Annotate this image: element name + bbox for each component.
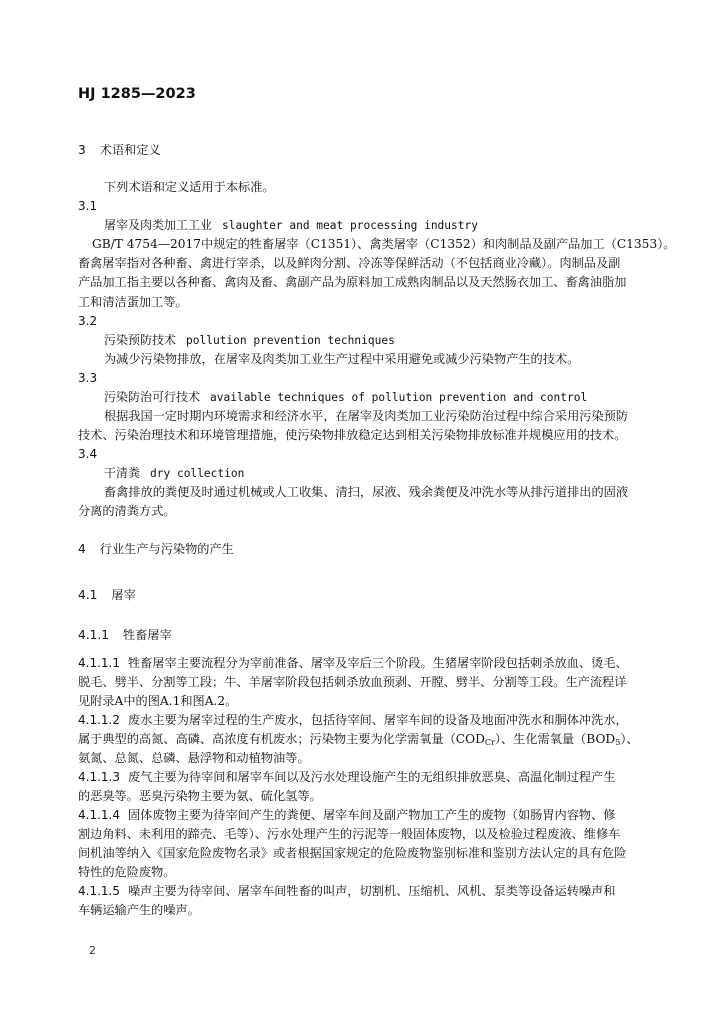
clause-4-1-1-2-line-1: 4.1.1.2 废水主要为屠宰过程的生产废水，包括待宰间、屠宰车间的设备及地面冲洗水和胴体冲洗水， <box>78 713 628 727</box>
clause-4-1-1-4-number: 4.1.1.4 <box>78 808 120 822</box>
term-3-3-zh: 污染防治可行技术 <box>104 390 201 404</box>
clause-4-1-1-1-line-3: 见附录A中的图A.1和图A.2。 <box>78 694 238 708</box>
term-3-4-zh: 干清粪 <box>104 466 141 480</box>
term-3-4-def-line-2: 分离的清粪方式。 <box>78 504 176 518</box>
section-4-heading <box>78 541 678 558</box>
clause-4-1-1-3-number: 4.1.1.3 <box>78 770 120 784</box>
section-4-1-1-title: 牲畜屠宰 <box>123 628 172 642</box>
clause-4-1-1-4-line-2: 割边角料、未利用的蹄壳、毛等）、污水处理产生的污泥等一般固体废物，以及检验过程废液、维修车 <box>78 827 621 841</box>
section-4-title: 行业生产与污染物的产生 <box>99 542 234 556</box>
clause-4-1-1-2-line-3: 氨氮、总氮、总磷、悬浮物和动植物油等。 <box>78 751 310 765</box>
term-3-2-number: 3.2 <box>78 314 98 328</box>
section-4-number: 4 <box>78 542 86 556</box>
term-3-4-heading <box>104 465 704 482</box>
page-number: 2 <box>89 944 96 957</box>
clause-4-1-1-3-line-2: 的恶臭等。恶臭污染物主要为氨、硫化氢等。 <box>78 789 322 803</box>
section-3-number: 3 <box>78 143 86 157</box>
term-3-1-en: slaughter and meat processing industry <box>222 219 478 232</box>
section-3-intro: 下列术语和定义适用于本标准。 <box>104 180 275 194</box>
term-3-2-heading <box>104 332 704 349</box>
clause-4-1-1-5-line-1: 4.1.1.5 噪声主要为待宰间、屠宰车间牲畜的叫声，切割机、压缩机、风机、泵类等设备运转噪声和 <box>78 884 616 898</box>
term-3-1-zh: 屠宰及肉类加工工业 <box>104 218 213 232</box>
clause-4-1-1-1-number: 4.1.1.1 <box>78 656 120 670</box>
term-3-4-number: 3.4 <box>78 447 98 461</box>
term-3-1-def-line-3: 产品加工指主要以各种畜、禽肉及畜、禽副产品为原料加工成熟肉制品以及天然肠衣加工、畜禽油脂加 <box>78 275 627 289</box>
term-3-1-def-line-2: 畜禽屠宰指对各种畜、禽进行宰杀，以及鲜肉分割、冷冻等保鲜活动（不包括商业冷藏）。肉制品及副 <box>78 256 621 270</box>
term-3-1-def-line-1: GB/T 4754—2017中规定的牲畜屠宰（C1351）、禽类屠宰（C1352）和肉制品及副产品加工（C1353）。 <box>92 237 676 251</box>
term-3-4-def-line-1: 畜禽排放的粪便及时通过机械或人工收集、清扫，尿液、残余粪便及冲洗水等从排污道排出的固液 <box>104 485 629 499</box>
cod-subscript: Cr <box>484 738 495 747</box>
clause-4-1-1-4-line-4: 特性的危险废物。 <box>78 865 176 879</box>
section-4-1-1-heading <box>78 627 678 644</box>
clause-4-1-1-2-number: 4.1.1.2 <box>78 713 120 727</box>
term-3-2-def-line-1: 为减少污染物排放，在屠宰及肉类加工业生产过程中采用避免或减少污染物产生的技术。 <box>104 352 580 366</box>
clause-4-1-1-4-line-1: 4.1.1.4 固体废物主要为待宰间产生的粪便、屠宰车间及副产物加工产生的废物（如肠胃内容物、修 <box>78 808 616 822</box>
clause-4-1-1-5-number: 4.1.1.5 <box>78 884 120 898</box>
term-3-1-number: 3.1 <box>78 199 98 213</box>
term-3-3-def-line-2: 技术、污染治理技术和环境管理措施，使污染物排放稳定达到相关污染物排放标准并规模应用的技术。 <box>78 428 627 442</box>
clause-4-1-1-5-line-2: 车辆运输产生的噪声。 <box>78 903 200 917</box>
section-3-title: 术语和定义 <box>99 143 161 157</box>
clause-4-1-1-1-line-2: 脱毛、劈半、分割等工段；牛、羊屠宰阶段包括刺杀放血预剥、开膛、劈半、分割等工段。生产流程详 <box>78 675 627 689</box>
term-3-4-en: dry collection <box>150 467 245 480</box>
term-3-2-en: pollution prevention techniques <box>186 334 395 347</box>
document-code-header: HJ 1285—2023 <box>78 86 196 102</box>
bod-subscript: 5 <box>615 738 621 747</box>
term-3-3-en: available techniques of pollution prevention and control <box>210 391 588 404</box>
clause-4-1-1-3-line-1: 4.1.1.3 废气主要为待宰间和屠宰车间以及污水处理设施产生的无组织排放恶臭、高温化制过程产生 <box>78 770 616 784</box>
term-3-3-heading <box>104 389 704 406</box>
section-4-1-heading <box>78 587 678 604</box>
clause-4-1-1-4-line-3: 间机油等纳入《国家危险废物名录》或者根据国家规定的危险废物鉴别标准和鉴别方法认定的具有危险 <box>78 846 627 860</box>
section-4-1-1-number: 4.1.1 <box>78 628 110 642</box>
section-4-1-number: 4.1 <box>78 588 98 602</box>
term-3-3-number: 3.3 <box>78 371 98 385</box>
section-4-1-title: 屠宰 <box>111 588 136 602</box>
clause-4-1-1-2-line-2: 属于典型的高氮、高磷、高浓度有机废水；污染物主要为化学需氧量$(COD_{Cr})$、生化需氧量$(BOD_5)$、 <box>78 732 639 747</box>
term-3-3-def-line-1: 根据我国一定时期内环境需求和经济水平，在屠宰及肉类加工业污染防治过程中综合采用污染预防 <box>104 409 629 423</box>
term-3-1-heading <box>104 217 704 234</box>
section-3-heading <box>78 142 678 159</box>
term-3-1-def-line-4: 工和清洁蛋加工等。 <box>78 295 188 309</box>
clause-4-1-1-1-line-1: 4.1.1.1 牲畜屠宰主要流程分为宰前准备、屠宰及宰后三个阶段。生猪屠宰阶段包括刺杀放血、烫毛、 <box>78 656 628 670</box>
term-3-2-zh: 污染预防技术 <box>104 333 177 347</box>
